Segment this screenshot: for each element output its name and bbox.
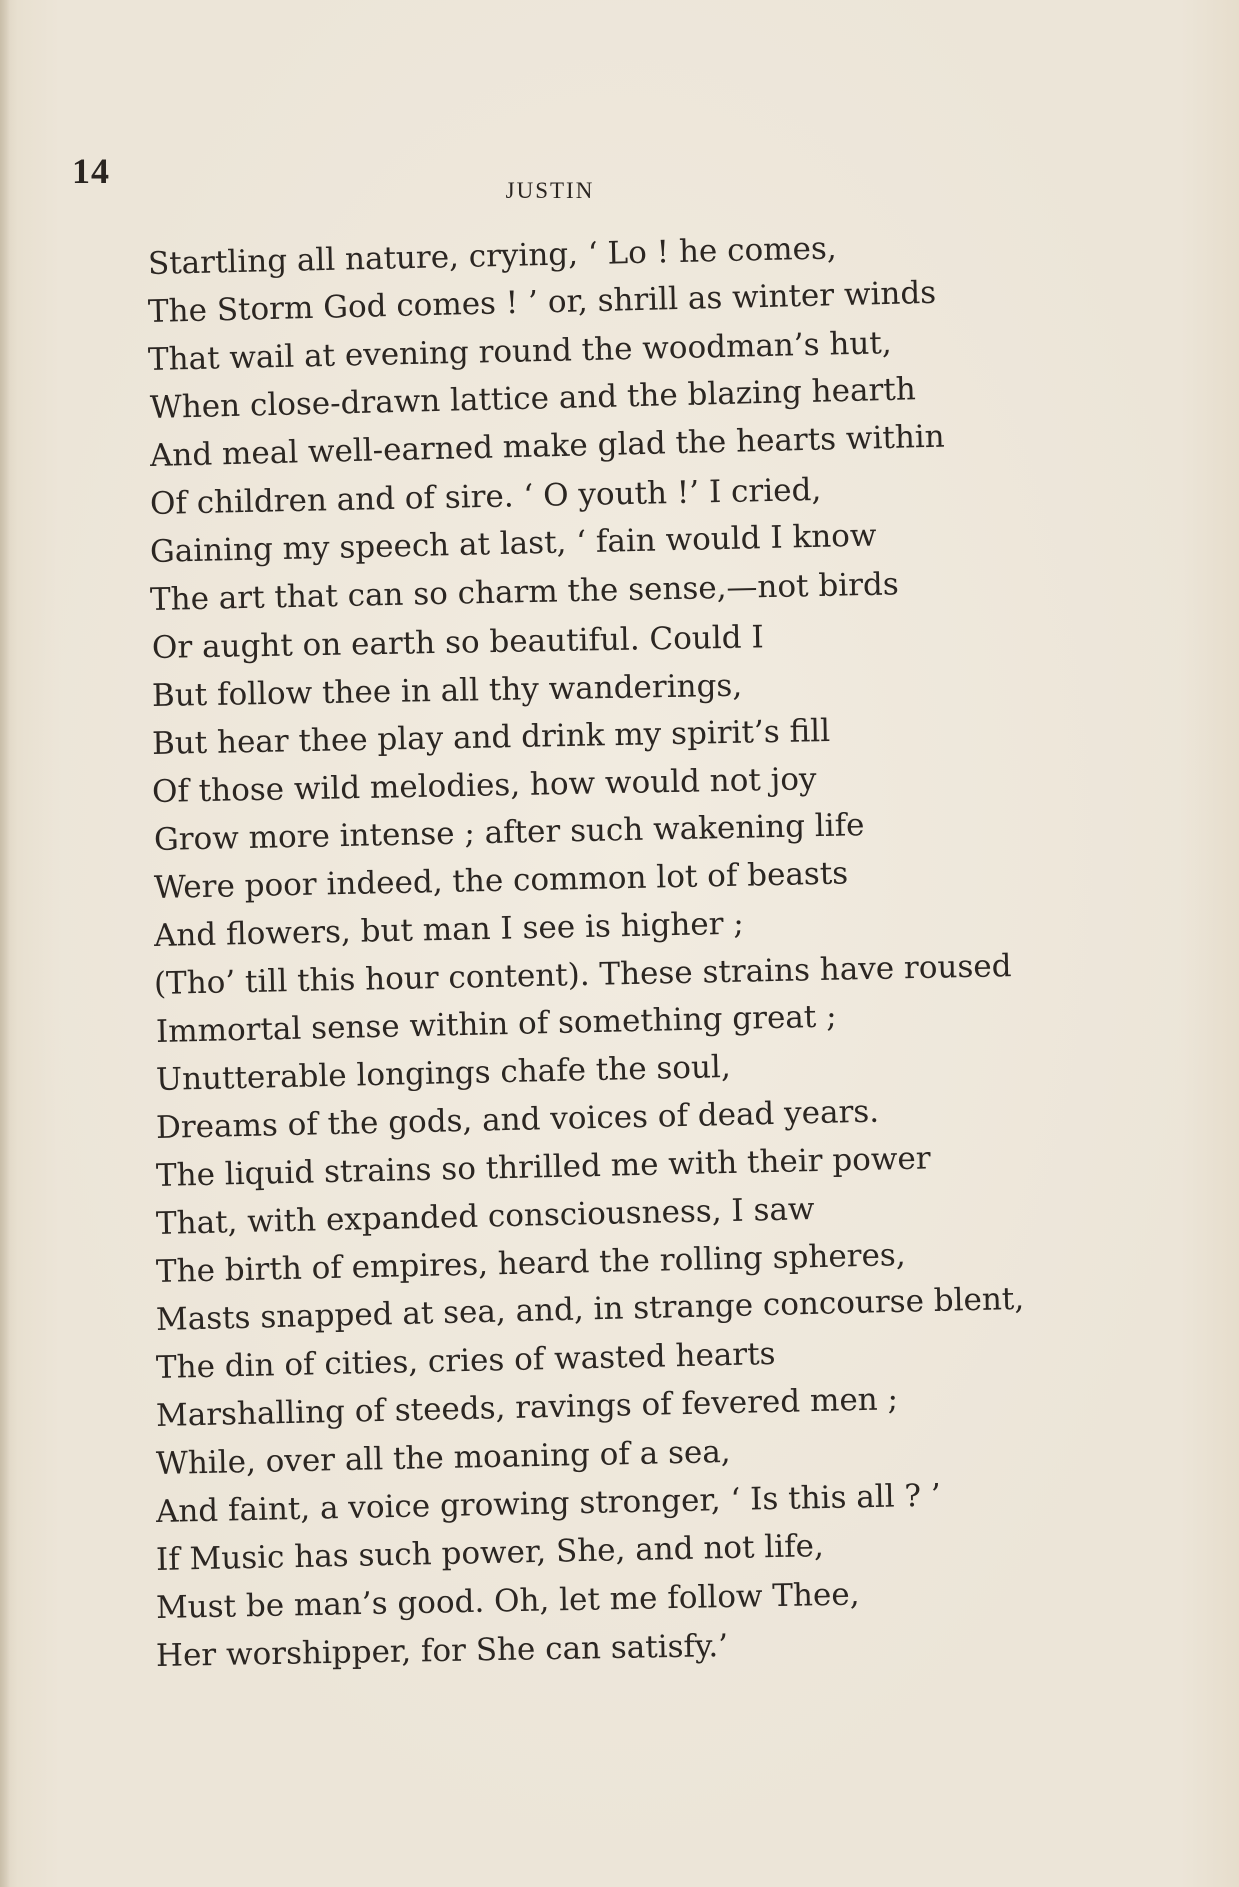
poem-line: Or aught on earth so beautiful. Could I [151, 619, 764, 666]
poem-line: (Tho’ till this hour content). These strains have roused [153, 948, 1012, 1002]
poem-line: The din of cities, cries of wasted hearts [155, 1335, 776, 1386]
poem-line: That wail at evening round the woodman’s hut, [147, 325, 893, 378]
poem-line: Her worshipper, for She can satisfy.’ [155, 1628, 729, 1674]
poem-line: The birth of empires, heard the rolling spheres, [155, 1236, 907, 1290]
poem-line: And flowers, but man I see is higher ; [153, 905, 745, 954]
poem-line: Gaining my speech at last, ‘ fain would I know [149, 517, 877, 570]
poem-line: The Storm God comes ! ’ or, shrill as winter winds [147, 274, 937, 330]
page-gutter-shadow [0, 0, 10, 1887]
poem-line: That, with expanded consciousness, I saw [155, 1191, 815, 1242]
poem-text [147, 230, 1128, 1700]
poem-line: Unutterable longings chafe the soul, [155, 1048, 732, 1098]
poem-line: Dreams of the gods, and voices of dead years. [155, 1093, 880, 1146]
running-head: JUSTIN [505, 178, 595, 203]
poem-line: Were poor indeed, the common lot of beasts [153, 855, 849, 906]
poem-line: While, over all the moaning of a sea, [155, 1433, 731, 1482]
poem-line: If Music has such power, She, and not life, [155, 1528, 825, 1578]
poem-line: And faint, a voice growing stronger, ‘ Is this all ? ’ [155, 1477, 942, 1530]
poem-line: The liquid strains so thrilled me with their power [155, 1140, 931, 1194]
poem-line: But follow thee in all thy wanderings, [151, 667, 743, 714]
poem-line: Immortal sense within of something great ; [155, 998, 837, 1050]
poem-line: But hear thee play and drink my spirit’s fill [151, 712, 831, 762]
poem-line: When close-drawn lattice and the blazing hearth [149, 371, 917, 426]
poem-line: Of those wild melodies, how would not joy [151, 761, 817, 810]
poem-line: Grow more intense ; after such wakening life [153, 807, 865, 858]
poem-line: Must be man’s good. Oh, let me follow Thee, [155, 1576, 860, 1626]
page-number: 14 [72, 151, 110, 191]
poem-line: Masts snapped at sea, and, in strange concourse blent, [155, 1280, 1025, 1338]
poem-line: And meal well-earned make glad the hearts within [149, 418, 946, 474]
poem-line: Marshalling of steeds, ravings of fevered men ; [155, 1381, 899, 1434]
poem-line: Startling all nature, crying, ‘ Lo ! he comes, [147, 230, 838, 282]
poem-line: The art that can so charm the sense,—not birds [149, 566, 900, 618]
poem-line: Of children and of sire. ‘ O youth !’ I cried, [149, 471, 822, 522]
